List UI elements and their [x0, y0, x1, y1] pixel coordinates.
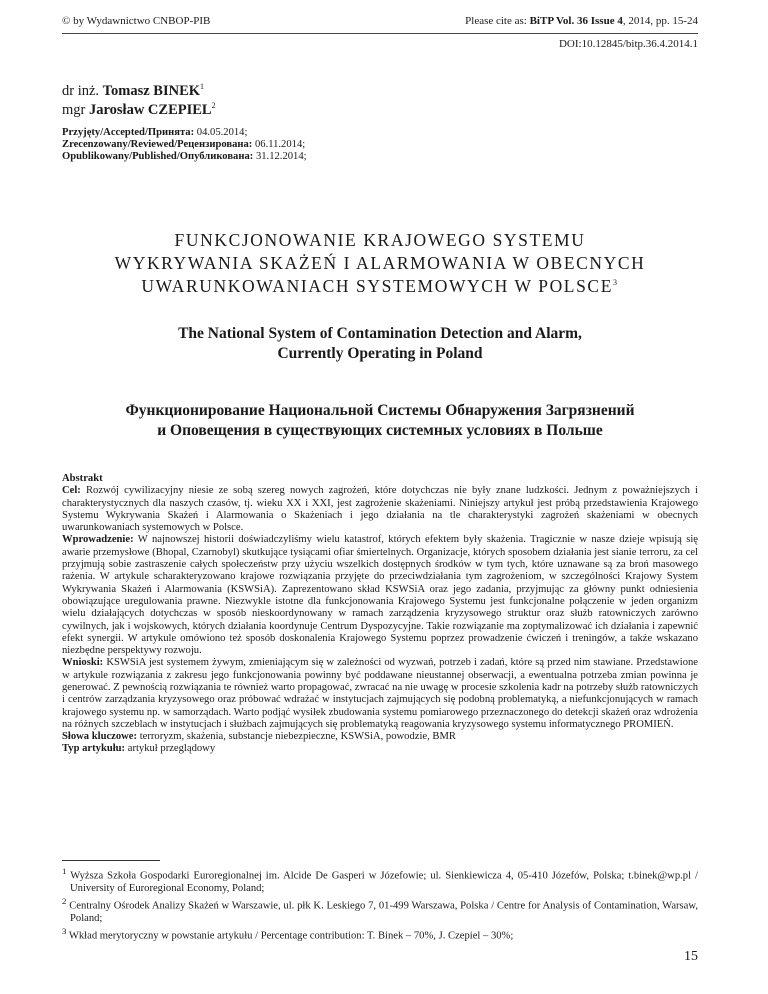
- footnote-number: 3: [62, 926, 67, 937]
- author-1: [62, 82, 216, 101]
- doi[interactable]: DOI:10.12845/bitp.36.4.2014.1: [558, 38, 698, 50]
- footnote-1: [62, 865, 698, 895]
- author-2: [62, 101, 216, 120]
- page-number: 15: [684, 949, 698, 964]
- title-line: WYKRYWANIA SKAŻEŃ I ALARMOWANIA W OBECNYCH: [114, 253, 646, 273]
- title-line: и Оповещения в существующих системных условиях в Польше: [157, 422, 603, 439]
- accepted-label: Przyjęty/Accepted/Принята:: [62, 127, 195, 138]
- footnote-text: Centralny Ośrodek Analizy Skażeń w Warszawie, ul. płk K. Leskiego 7, 01-499 Warszawa, Polska / Centre for Analysis of Contamination, Warsaw, Poland;: [66, 900, 698, 924]
- title-russian: [62, 401, 698, 441]
- abstract-wprowadzenie: [62, 534, 698, 657]
- title-line: FUNKCJONOWANIE KRAJOWEGO SYSTEMU: [174, 230, 586, 250]
- citation-journal: BiTP Vol. 36 Issue 4: [529, 15, 623, 27]
- author-list: [62, 82, 216, 120]
- footnote-number: 1: [62, 866, 67, 876]
- author-degree: mgr: [62, 102, 86, 118]
- publication-dates: [62, 127, 307, 163]
- section-label: Cel:: [62, 485, 81, 497]
- title-line: Currently Operating in Poland: [277, 345, 483, 362]
- footnote-rule: [62, 860, 160, 861]
- citation-line: [465, 14, 698, 28]
- footnotes: [62, 865, 698, 943]
- author-footnote-ref: 1: [200, 82, 205, 92]
- section-text: W najnowszej historii doświadczyliśmy wielu katastrof, których efektem były skażenia. Tragicznie w nasze dzieje wpisują się awarie przemysłowe (Bhopal, Czarnobyl) skutkujące tysiącami ofiar śmiertelnych. Organizacje, których sposobem działania jest sianie terroru, za cel przyjmują sobie zastraszenie całych społeczeństw przy użyciu wszelkich dostępnych środków w tym tych, które uznawane są za broń masowego rażenia. W artykule scharakteryzowano krajowe rozwiązania przyjęte do przeciwdziałania tym zagrożeniom, w szczególności Krajowy System Wykrywania Skażeń i Alarmowania (KSWSiA). Zaprezentowano skład KSWSiA oraz jego zadania, przyjmując za główny punkt odniesienia obowiązujące uregulowania prawne. Niezwykle istotne dla funkcjonowania Krajowego Systemu jest funkcjonalne połączenie w jeden organizm wielu działających dotychczas w sposób nieskoordynowany w ramach zarządzenia kryzysowego struktur oraz służb ratowniczych zarówno cywilnych, jak i wojskowych, których działania koordynuje Centrum Dyspozycyjne. Takie rozwiązanie ma zoptymalizować ich działania i zapewnić efekt synergii. W artykule omówiono też sposób doskonalenia Krajowego Systemu poprzez prowadzenie ćwiczeń i treningów, a także wskazano niezbędne perspektywy rozwoju.: [62, 534, 698, 657]
- keywords-label: Słowa kluczowe:: [62, 731, 138, 742]
- title-line: Функционирование Национальной Системы Обнаружения Загрязнений: [125, 402, 635, 419]
- section-label: Wnioski:: [62, 657, 104, 669]
- published-date: [62, 151, 307, 163]
- title-line-text: UWARUNKOWANIACH SYSTEMOWYCH W POLSCE: [141, 276, 613, 296]
- citation-prefix: Please cite as:: [465, 15, 530, 27]
- footnote-2: [62, 895, 698, 925]
- published-label: Opublikowany/Published/Опубликована:: [62, 151, 254, 162]
- title-english: [62, 324, 698, 364]
- title-polish: [62, 229, 698, 298]
- article-type-label: Typ artykułu:: [62, 743, 126, 755]
- title-line: [62, 275, 698, 298]
- keywords-value: terroryzm, skażenia, substancje niebezpieczne, KSWSiA, powodzie, BMR: [137, 731, 456, 742]
- author-footnote-ref: 2: [211, 101, 216, 111]
- author-degree: dr inż.: [62, 83, 100, 99]
- accepted-value: 04.05.2014;: [196, 127, 248, 138]
- author-name: Jarosław CZEPIEL: [88, 102, 212, 118]
- reviewed-date: [62, 139, 307, 151]
- abstract-wnioski: [62, 657, 698, 731]
- copyright-notice: © by Wydawnictwo CNBOP-PIB: [62, 15, 211, 27]
- abstract: [62, 473, 698, 731]
- author-name: Tomasz BINEK: [102, 83, 201, 99]
- title-line: The National System of Contamination Detection and Alarm,: [178, 325, 582, 342]
- title-footnote-ref: 3: [613, 278, 619, 288]
- article-type-value: artykuł przeglądowy: [125, 743, 216, 755]
- keywords-block: [62, 731, 698, 756]
- keywords: [62, 731, 698, 743]
- abstract-cel: [62, 485, 698, 534]
- article-type: [62, 743, 698, 755]
- reviewed-label: Zrecenzowany/Reviewed/Рецензирована:: [62, 139, 253, 150]
- footnote-3: [62, 925, 698, 943]
- footnote-text: Wkład merytoryczny w powstanie artykułu / Percentage contribution: T. Binek – 70%, J. Czepiel – 30%;: [66, 930, 514, 942]
- section-text: KSWSiA jest systemem żywym, zmieniającym się w zależności od wyzwań, potrzeb i zadań, które są przed nim stawiane. Przedstawione w artykule rozwiązania z zakresu jego funkcjonowania powinny być poddawane nieustannej obserwacji, a ewentualna potrzeba zmian powinna je generować. Z pewnością rozwiązania te również warto propagować, zwracać na nie uwagę w procesie szkolenia kadr na potrzeby służb ratowniczych i centrów zarządzania kryzysowego oraz próbować wdrażać w instytucjach zajmujących się podobną problematyką, a niefunkcjonujących w ramach krajowego systemu np. w samorządach. Warto podjąć wysiłek zbudowania systemu pomiarowego przeznaczonego do detekcji skażeń oraz wdrożenia na różnych szczeblach w instytucjach i służbach zajmujących się problematyką reagowania kryzysowego systemu informatycznego PROMIEŃ.: [62, 657, 698, 730]
- citation-suffix: , 2014, pp. 15-24: [622, 15, 698, 27]
- footnote-text: Wyższa Szkoła Gospodarki Euroregionalnej im. Alcide De Gasperi w Józefowie; ul. Sienkiewicza 4, 05-410 Józefów, Polska; t.binek@wp.pl / University of Euroregional Economy, Poland;: [66, 870, 698, 894]
- header-rule: [62, 33, 698, 34]
- published-value: 31.12.2014;: [255, 151, 307, 162]
- abstract-heading: Abstrakt: [62, 473, 103, 484]
- section-text: Rozwój cywilizacyjny niesie ze sobą szereg nowych zagrożeń, które dotychczas nie były znane ludzkości. Jednym z poważniejszych i charakterystycznych dla naszych czasów, tj. wieku XX i XXI, jest zagrożenie skażeniami. Niniejszy artykuł jest próbą przedstawienia Krajowego Systemu Wykrywania Skażeń i Alarmowania o Skażeniach i jego działania na tle charakterystyki zagrożeń skażeniami w obecnych uwarunkowaniach systemowych w Polsce.: [62, 485, 698, 534]
- accepted-date: [62, 127, 307, 139]
- reviewed-value: 06.11.2014;: [254, 139, 306, 150]
- section-label: Wprowadzenie:: [62, 534, 134, 546]
- footnote-number: 2: [62, 896, 67, 907]
